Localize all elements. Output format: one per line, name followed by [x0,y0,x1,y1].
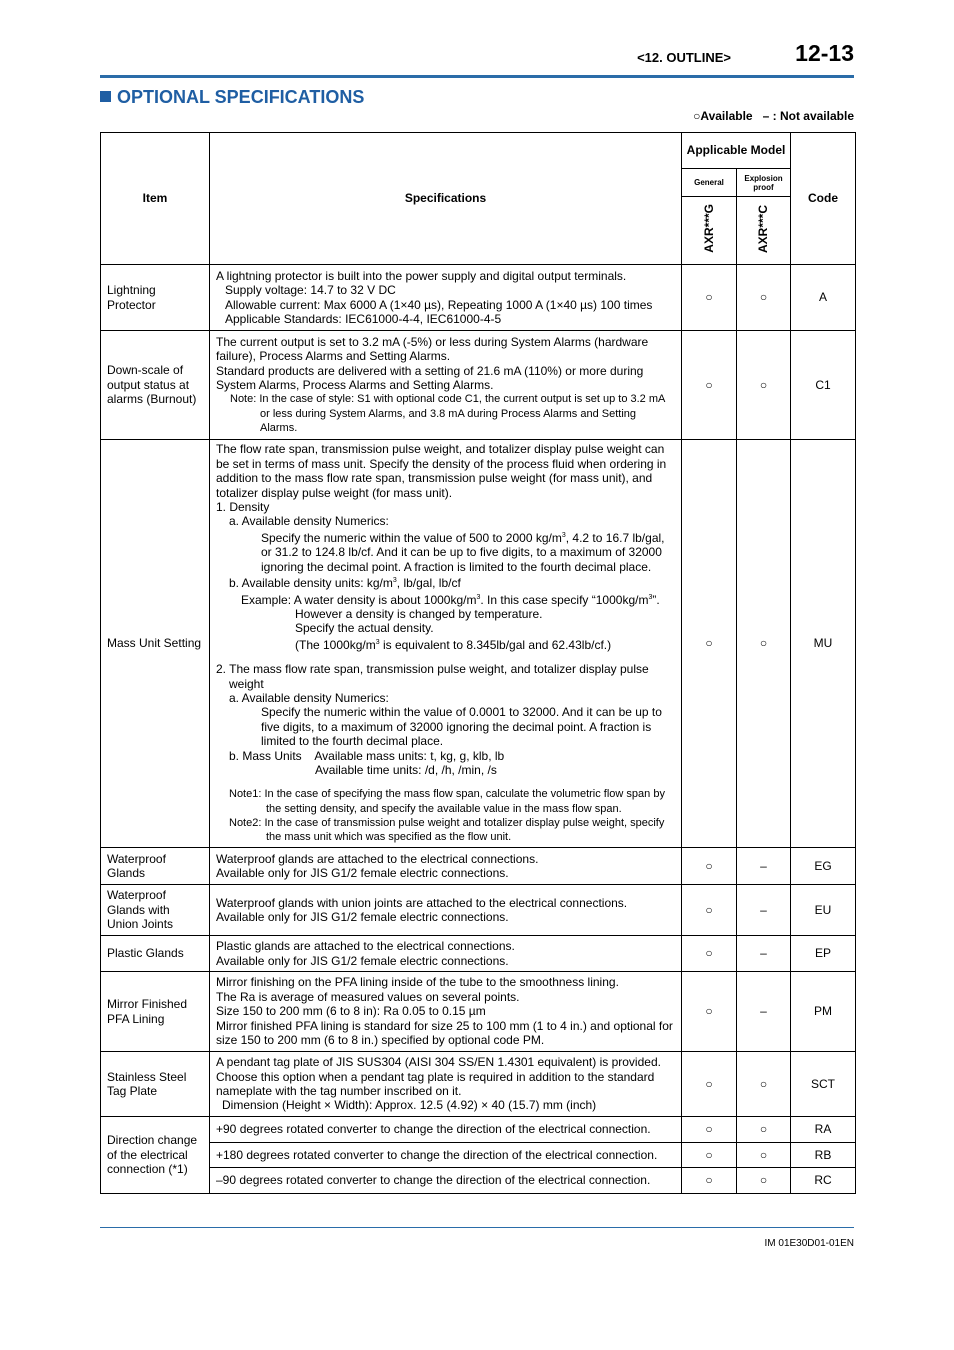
page-header [100,40,854,72]
item-cell: Mass Unit Setting [101,440,210,848]
spec-line: b. Available density units: $kg/m^3$, lb/gal, lb/cf [229,576,461,591]
spec-cell: –90 degrees rotated converter to change the direction of the electrical connection. [210,1168,682,1194]
item-cell: Waterproof Glands with Union Joints [101,885,210,936]
option-code: RB [791,1143,856,1168]
item-cell: Direction change of the electrical connection (*1) [101,1117,210,1194]
option-code: SCT [791,1052,856,1117]
item-cell: Stainless Steel Tag Plate [101,1052,210,1117]
table-row [101,440,856,848]
spec-cell [210,1052,682,1117]
spec-line: Available only for JIS G1/2 female electric connections. [216,866,509,880]
spec-line: A lightning protector is built into the power supply and digital output terminals. [216,268,627,283]
explosion-availability: – [737,936,791,972]
explosion-availability: ○ [737,1168,791,1194]
spec-line: Available time units: /d, /h, /min, /s [315,762,497,777]
column-header-general: General [682,169,737,197]
general-availability: ○ [682,1052,737,1117]
spec-line: Example: A water density is about $1000kg/m^3$. In this case specify “$1000kg/m^3$”. [241,592,660,607]
header-rule [100,75,854,78]
spec-line: Size 150 to 200 mm (6 to 8 in): Ra 0.05 to 0.15 µm [216,1004,486,1019]
spec-line: However a density is changed by temperature. [295,606,543,621]
general-availability: ○ [682,331,737,440]
spec-cell [210,265,682,331]
spec-note: Note1: In the case of specifying the mass flow span, calculate the volumetric flow span by the setting density, and specify the available value in the mass flow span. [229,788,665,815]
explosion-availability: ○ [737,1143,791,1168]
spec-line: The Ra is average of measured values on several points. [216,989,520,1004]
optional-specifications-table [100,132,856,1194]
option-code: RA [791,1117,856,1143]
model-explosion: AXR***C [756,204,771,253]
spec-line: Supply voltage: 14.7 to 32 V DC [225,283,396,298]
explosion-availability: ○ [737,331,791,440]
legend-available: ○Available [693,109,753,123]
table-row [101,972,856,1052]
option-code: EP [791,936,856,972]
item-cell: Mirror Finished PFA Lining [101,972,210,1052]
item-cell: Waterproof Glands [101,848,210,885]
spec-cell [210,885,682,936]
spec-line: 2. The mass flow rate span, transmission pulse weight, and totalizer display pulse weight [216,662,649,691]
spec-line: Waterproof glands are attached to the electrical connections. [216,851,539,866]
spec-note: Note2: In the case of transmission pulse weight and totalizer display pulse weight, specify the mass unit which was specified as the flow unit. [229,816,665,844]
explosion-availability: – [737,848,791,885]
spec-line: Specify the numeric within the value of 500 to 2000 $kg/m^3$, 4.2 to 16.7 lb/gal, or 31.2 to 124.8 lb/cf. And it can be up to five digits, to a maximum of 32000 ignoring the decimal point. A fraction is limited to the fourth decimal place. [261,530,665,574]
option-code: PM [791,972,856,1052]
general-availability: ○ [682,936,737,972]
spec-line: a. Available density Numerics: [229,514,389,529]
option-code: EG [791,848,856,885]
column-header-specifications: Specifications [210,133,682,265]
document-number: IM 01E30D01-01EN [764,1238,854,1249]
column-header-applicable-model: Applicable Model [682,133,791,169]
general-availability: ○ [682,885,737,936]
table-row [101,848,856,885]
spec-line: The flow rate span, transmission pulse weight, and totalizer display pulse weight can be set in terms of mass unit. Specify the density of the process fluid when ordering in addition to the mass flow rate span, transmission pulse weight (for mass unit), and totalizer display pulse weight (for mass unit). [216,442,667,500]
footer-rule [100,1227,854,1228]
table-row [101,1117,856,1143]
spec-line: (The $1000kg/m^3$ is equivalent to 8.345lb/gal and 62.43lb/cf.) [295,637,612,652]
general-availability: ○ [682,440,737,848]
spec-line: Standard products are delivered with a setting of 21.6 mA (110%) or more during System Alarms, Process Alarms and Setting Alarms. [216,363,644,392]
explosion-availability: ○ [737,440,791,848]
explosion-availability: – [737,972,791,1052]
spec-line: Choose this option when a pendant tag plate is required in addition to the standard nameplate with the tag number inscribed on it. [216,1069,655,1098]
legend-not-available: – : Not available [762,109,854,123]
spec-cell [210,972,682,1052]
column-header-code: Code [791,133,856,265]
item-cell: Down-scale of output status at alarms (Burnout) [101,331,210,440]
spec-cell: +180 degrees rotated converter to change the direction of the electrical connection. [210,1143,682,1168]
table-row [101,1143,856,1168]
spec-line: Mirror finishing on the PFA lining inside of the tube to the smoothness lining. [216,975,619,990]
spec-line: Waterproof glands with union joints are attached to the electrical connections. Available only for JIS G1/2 female electric connections. [216,895,628,924]
general-availability: ○ [682,1168,737,1194]
page-title-text: OPTIONAL SPECIFICATIONS [117,87,365,107]
spec-cell [210,440,682,848]
explosion-availability: ○ [737,1052,791,1117]
spec-line: Applicable Standards: IEC61000-4-4, IEC61000-4-5 [225,311,502,326]
explosion-availability: ○ [737,265,791,331]
table-row [101,885,856,936]
spec-line: b. Mass Units Available mass units: t, kg, g, klb, lb [229,748,505,763]
spec-cell: +90 degrees rotated converter to change the direction of the electrical connection. [210,1117,682,1143]
spec-note: Note: In the case of style: S1 with optional code C1, the current output is set up to 3.2 mA or less during System Alarms, and 3.8 mA during Process Alarms and Setting Alarms. [230,393,665,434]
square-bullet-icon [100,91,111,102]
table-row [101,936,856,972]
option-code: A [791,265,856,331]
spec-line: 1. Density [216,500,270,515]
option-code: MU [791,440,856,848]
option-code: RC [791,1168,856,1194]
spec-line: a. Available density Numerics: [229,690,389,705]
spec-line: Specify the actual density. [295,621,434,636]
model-general: AXR***G [701,204,716,254]
general-availability: ○ [682,1117,737,1143]
spec-line: Allowable current: Max 6000 A (1×40 µs), Repeating 1000 A (1×40 µs) 100 times [225,297,653,312]
spec-line: Mirror finished PFA lining is standard for size 25 to 100 mm (1 to 4 in.) and optional for size 150 to 200 mm (6 to 8 in.) specified by optional code PM. [216,1018,673,1048]
page-title [100,87,364,108]
explosion-availability: ○ [737,1117,791,1143]
item-cell: Plastic Glands [101,936,210,972]
option-code: C1 [791,331,856,440]
spec-line: Specify the numeric within the value of 0.0001 to 32000. And it can be up to five digits, to a maximum of 32000 ignoring the decimal point. A fraction is limited to the fourth decimal place. [261,705,662,749]
spec-line: The current output is set to 3.2 mA (-5%) or less during System Alarms (hardware failure), Process Alarms and Setting Alarms. [216,334,649,364]
table-row [101,1052,856,1117]
general-availability: ○ [682,972,737,1052]
explosion-availability: – [737,885,791,936]
section-label: <12. OUTLINE> [637,50,731,65]
general-availability: ○ [682,1143,737,1168]
model-explosion-cell [737,197,791,265]
availability-legend [693,109,854,123]
option-code: EU [791,885,856,936]
general-availability: ○ [682,265,737,331]
table-row [101,1168,856,1194]
table-row [101,331,856,440]
spec-cell [210,331,682,440]
page-number: 12-13 [795,40,854,66]
item-cell: Lightning Protector [101,265,210,331]
column-header-explosion-proof: Explosion proof [737,169,791,197]
spec-cell [210,848,682,885]
column-header-item: Item [101,133,210,265]
spec-line: Plastic glands are attached to the electrical connections. [216,939,515,954]
table-row [101,265,856,331]
spec-cell [210,936,682,972]
spec-line: Dimension (Height × Width): Approx. 12.5 (4.92) × 40 (15.7) mm (inch) [222,1098,597,1113]
spec-line: Available only for JIS G1/2 female electric connections. [216,953,509,968]
model-general-cell [682,197,737,265]
general-availability: ○ [682,848,737,885]
spec-line: A pendant tag plate of JIS SUS304 (AISI 304 SS/EN 1.4301 equivalent) is provided. [216,1055,661,1070]
